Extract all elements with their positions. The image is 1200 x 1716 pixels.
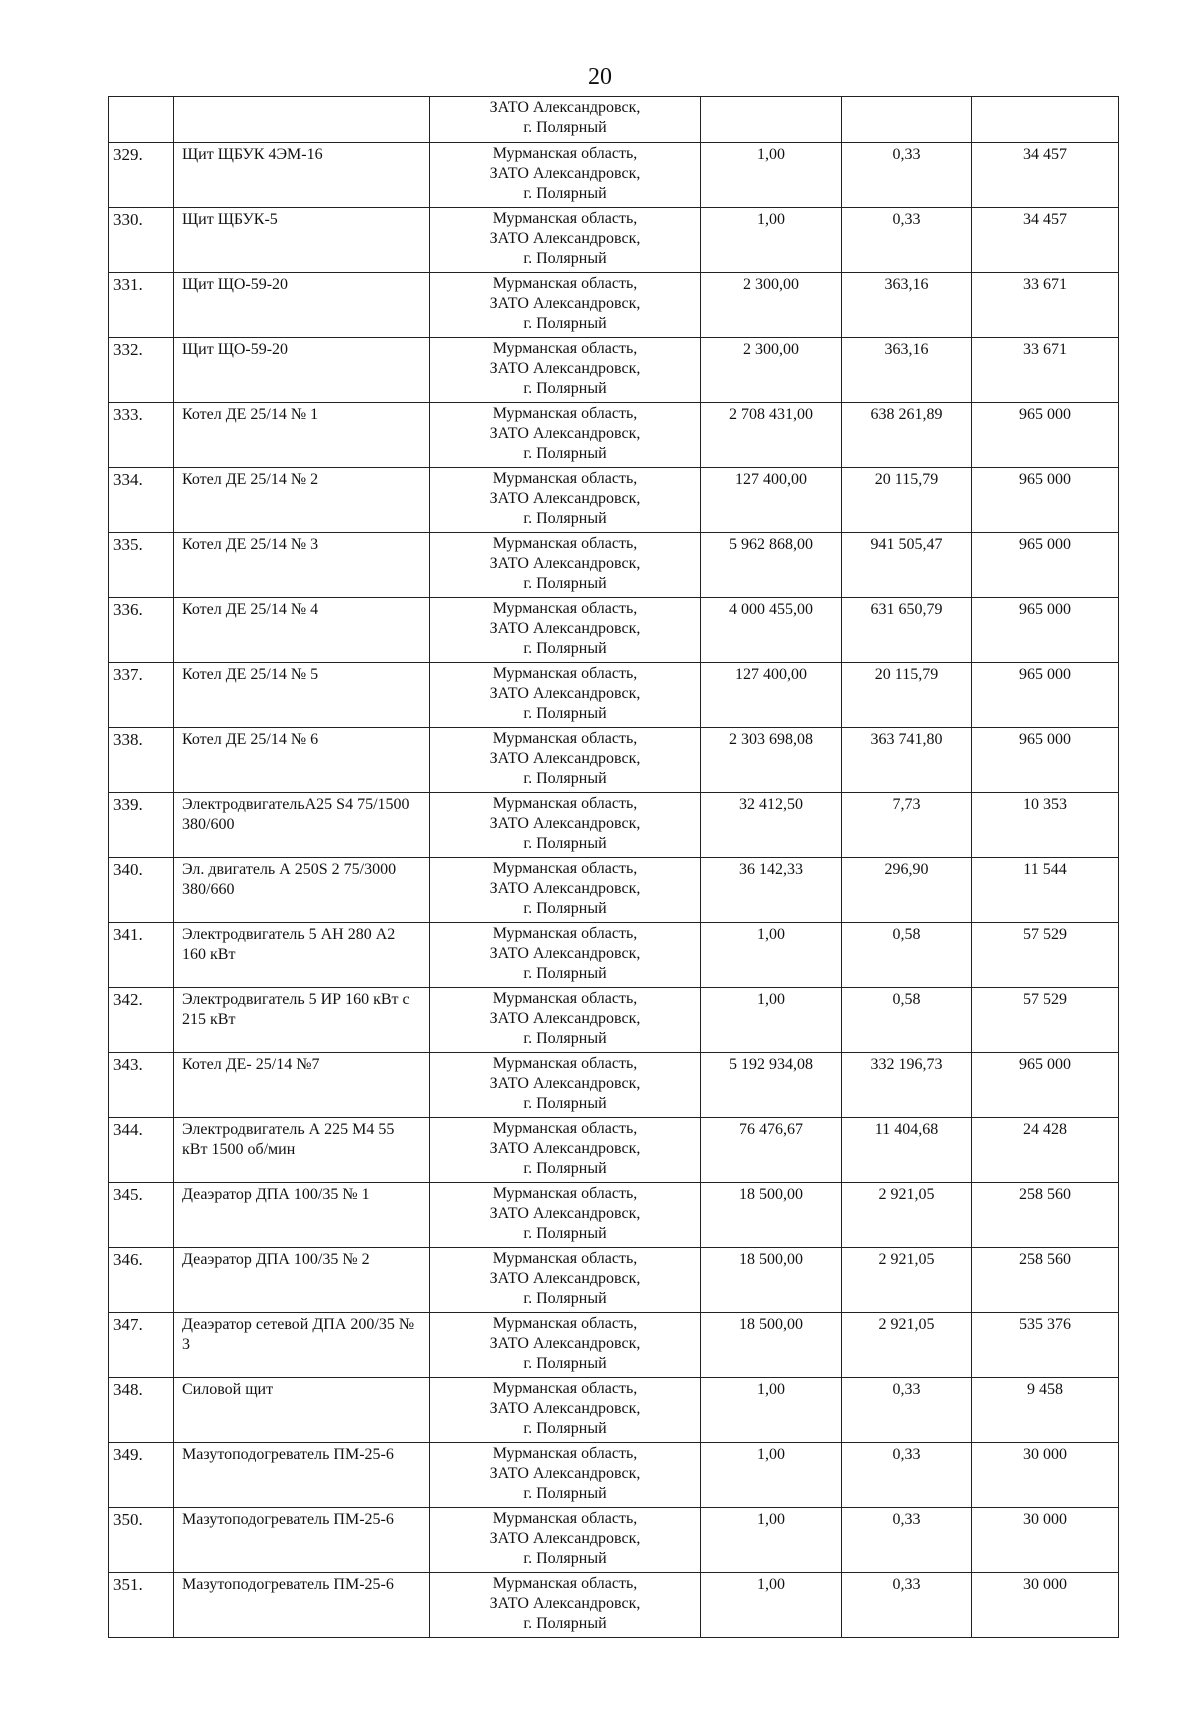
address-line: Мурманская область, — [492, 1185, 638, 1202]
item-name-cell: Деаэратор ДПА 100/35 № 1 — [174, 1183, 430, 1248]
row-number-cell: 332. — [109, 338, 174, 403]
balance-value-cell: 2 300,00 — [701, 338, 842, 403]
address-cell — [430, 728, 701, 793]
address-line: г. Полярный — [523, 380, 607, 397]
residual-value-cell: 0,33 — [842, 1378, 972, 1443]
item-name-cell: Мазутоподогреватель ПМ-25-6 — [174, 1508, 430, 1573]
row-number-cell: 345. — [109, 1183, 174, 1248]
address-cell — [430, 1313, 701, 1378]
row-number-cell: 344. — [109, 1118, 174, 1183]
residual-value-cell: 0,33 — [842, 1573, 972, 1638]
item-name-cell: Щит ЩБУК 4ЭМ-16 — [174, 143, 430, 208]
item-name-cell: Деаэратор сетевой ДПА 200/35 № 3 — [174, 1313, 430, 1378]
market-value-cell: 33 671 — [972, 273, 1119, 338]
address-line: г. Полярный — [523, 119, 607, 136]
residual-value-cell: 941 505,47 — [842, 533, 972, 598]
address-cell — [430, 663, 701, 728]
table-row — [109, 1573, 1119, 1638]
balance-value-cell: 1,00 — [701, 1378, 842, 1443]
address-line: ЗАТО Александровск, — [489, 750, 641, 767]
address-line: г. Полярный — [523, 1485, 607, 1502]
market-value-cell: 24 428 — [972, 1118, 1119, 1183]
balance-value-cell: 18 500,00 — [701, 1248, 842, 1313]
residual-value-cell: 0,33 — [842, 208, 972, 273]
table-row-continuation — [109, 97, 1119, 143]
residual-value-cell: 363,16 — [842, 338, 972, 403]
residual-value-cell: 0,58 — [842, 923, 972, 988]
address-line: Мурманская область, — [492, 145, 638, 162]
market-value-cell: 965 000 — [972, 468, 1119, 533]
market-value-cell: 965 000 — [972, 663, 1119, 728]
table-row — [109, 143, 1119, 208]
row-number-cell: 350. — [109, 1508, 174, 1573]
row-number-cell: 334. — [109, 468, 174, 533]
address-line: г. Полярный — [523, 900, 607, 917]
address-line: г. Полярный — [523, 705, 607, 722]
address-line: Мурманская область, — [492, 275, 638, 292]
item-name-cell: Котел ДЕ 25/14 № 3 — [174, 533, 430, 598]
address-line: ЗАТО Александровск, — [489, 1400, 641, 1417]
address-cell — [430, 1118, 701, 1183]
address-line: г. Полярный — [523, 835, 607, 852]
item-name-cell: ЭлектродвигательА25 S4 75/1500 380/600 — [174, 793, 430, 858]
address-line: г. Полярный — [523, 1420, 607, 1437]
row-number-cell: 348. — [109, 1378, 174, 1443]
item-name-cell: Эл. двигатель А 250S 2 75/3000 380/660 — [174, 858, 430, 923]
balance-value-cell: 1,00 — [701, 988, 842, 1053]
address-line: г. Полярный — [523, 1225, 607, 1242]
market-value-cell: 30 000 — [972, 1443, 1119, 1508]
balance-value-cell: 36 142,33 — [701, 858, 842, 923]
address-line: г. Полярный — [523, 1030, 607, 1047]
address-line: Мурманская область, — [492, 340, 638, 357]
address-line: г. Полярный — [523, 510, 607, 527]
market-value-cell: 965 000 — [972, 1053, 1119, 1118]
address-line: ЗАТО Александровск, — [489, 815, 641, 832]
balance-value-cell: 127 400,00 — [701, 663, 842, 728]
table-row — [109, 1313, 1119, 1378]
row-number-cell: 330. — [109, 208, 174, 273]
address-line: ЗАТО Александровск, — [489, 1465, 641, 1482]
market-value-cell: 34 457 — [972, 208, 1119, 273]
item-name-cell: Котел ДЕ 25/14 № 1 — [174, 403, 430, 468]
table-row — [109, 338, 1119, 403]
row-number-cell: 339. — [109, 793, 174, 858]
residual-value-cell: 363,16 — [842, 273, 972, 338]
table-row — [109, 858, 1119, 923]
market-value-cell: 965 000 — [972, 533, 1119, 598]
table-row — [109, 1053, 1119, 1118]
market-value-cell: 57 529 — [972, 923, 1119, 988]
address-line: г. Полярный — [523, 640, 607, 657]
address-line: Мурманская область, — [492, 210, 638, 227]
balance-value-cell: 1,00 — [701, 1443, 842, 1508]
row-number-cell: 329. — [109, 143, 174, 208]
balance-value-cell: 5 192 934,08 — [701, 1053, 842, 1118]
table-row — [109, 533, 1119, 598]
table-row — [109, 1183, 1119, 1248]
residual-value-cell: 296,90 — [842, 858, 972, 923]
item-name-cell: Котел ДЕ 25/14 № 6 — [174, 728, 430, 793]
address-line: Мурманская область, — [492, 1510, 638, 1527]
item-name-cell: Котел ДЕ 25/14 № 4 — [174, 598, 430, 663]
table-row — [109, 1118, 1119, 1183]
address-line: Мурманская область, — [492, 1445, 638, 1462]
table-row — [109, 793, 1119, 858]
residual-value-cell: 631 650,79 — [842, 598, 972, 663]
address-cell — [430, 1508, 701, 1573]
address-line: Мурманская область, — [492, 1120, 638, 1137]
value-cell — [842, 97, 972, 143]
balance-value-cell: 5 962 868,00 — [701, 533, 842, 598]
address-line: г. Полярный — [523, 1355, 607, 1372]
item-name-cell: Котел ДЕ- 25/14 №7 — [174, 1053, 430, 1118]
address-line: ЗАТО Александровск, — [489, 425, 641, 442]
address-line: г. Полярный — [523, 1290, 607, 1307]
row-number-cell: 351. — [109, 1573, 174, 1638]
market-value-cell: 9 458 — [972, 1378, 1119, 1443]
address-line: ЗАТО Александровск, — [489, 99, 641, 116]
residual-value-cell: 0,33 — [842, 143, 972, 208]
row-number-cell: 336. — [109, 598, 174, 663]
address-line: ЗАТО Александровск, — [489, 1205, 641, 1222]
address-line: г. Полярный — [523, 575, 607, 592]
balance-value-cell: 2 303 698,08 — [701, 728, 842, 793]
address-line: Мурманская область, — [492, 730, 638, 747]
address-cell — [430, 1183, 701, 1248]
balance-value-cell: 2 300,00 — [701, 273, 842, 338]
balance-value-cell: 1,00 — [701, 1508, 842, 1573]
balance-value-cell: 18 500,00 — [701, 1313, 842, 1378]
address-cell — [430, 858, 701, 923]
property-table — [108, 96, 1119, 1638]
table-row — [109, 468, 1119, 533]
address-line: г. Полярный — [523, 1615, 607, 1632]
market-value-cell: 30 000 — [972, 1573, 1119, 1638]
address-cell — [430, 793, 701, 858]
address-cell — [430, 273, 701, 338]
balance-value-cell: 18 500,00 — [701, 1183, 842, 1248]
item-name-cell: Щит ЩО-59-20 — [174, 338, 430, 403]
balance-value-cell: 1,00 — [701, 143, 842, 208]
balance-value-cell: 1,00 — [701, 923, 842, 988]
row-number-cell: 331. — [109, 273, 174, 338]
address-line: ЗАТО Александровск, — [489, 1270, 641, 1287]
table-row — [109, 988, 1119, 1053]
address-cell — [430, 988, 701, 1053]
residual-value-cell: 0,33 — [842, 1508, 972, 1573]
address-line: г. Полярный — [523, 185, 607, 202]
market-value-cell: 535 376 — [972, 1313, 1119, 1378]
market-value-cell: 33 671 — [972, 338, 1119, 403]
address-cell — [430, 338, 701, 403]
address-line: ЗАТО Александровск, — [489, 620, 641, 637]
market-value-cell: 965 000 — [972, 728, 1119, 793]
market-value-cell: 11 544 — [972, 858, 1119, 923]
address-line: Мурманская область, — [492, 600, 638, 617]
row-number-cell: 338. — [109, 728, 174, 793]
balance-value-cell: 76 476,67 — [701, 1118, 842, 1183]
address-line: г. Полярный — [523, 1160, 607, 1177]
value-cell — [972, 97, 1119, 143]
row-number-cell: 343. — [109, 1053, 174, 1118]
address-line: ЗАТО Александровск, — [489, 685, 641, 702]
address-line: Мурманская область, — [492, 1575, 638, 1592]
address-line: г. Полярный — [523, 250, 607, 267]
market-value-cell: 258 560 — [972, 1183, 1119, 1248]
address-line: Мурманская область, — [492, 1380, 638, 1397]
row-number-cell: 333. — [109, 403, 174, 468]
table-row — [109, 663, 1119, 728]
item-name-cell: Силовой щит — [174, 1378, 430, 1443]
address-cell — [430, 1053, 701, 1118]
residual-value-cell: 2 921,05 — [842, 1313, 972, 1378]
table-row — [109, 598, 1119, 663]
item-name-cell: Щит ЩБУК-5 — [174, 208, 430, 273]
address-line: ЗАТО Александровск, — [489, 1010, 641, 1027]
address-line: ЗАТО Александровск, — [489, 1140, 641, 1157]
table-row — [109, 403, 1119, 468]
row-number-cell: 349. — [109, 1443, 174, 1508]
balance-value-cell: 2 708 431,00 — [701, 403, 842, 468]
table-row — [109, 923, 1119, 988]
address-line: Мурманская область, — [492, 990, 638, 1007]
address-line: Мурманская область, — [492, 1250, 638, 1267]
row-number-cell: 342. — [109, 988, 174, 1053]
row-number-cell: 346. — [109, 1248, 174, 1313]
address-cell — [430, 468, 701, 533]
address-cell — [430, 598, 701, 663]
residual-value-cell: 11 404,68 — [842, 1118, 972, 1183]
address-cell — [430, 533, 701, 598]
residual-value-cell: 0,33 — [842, 1443, 972, 1508]
item-name-cell: Котел ДЕ 25/14 № 5 — [174, 663, 430, 728]
address-cell — [430, 97, 701, 143]
address-line: Мурманская область, — [492, 860, 638, 877]
address-line: ЗАТО Александровск, — [489, 360, 641, 377]
table-row — [109, 273, 1119, 338]
address-cell — [430, 208, 701, 273]
address-line: г. Полярный — [523, 770, 607, 787]
residual-value-cell: 0,58 — [842, 988, 972, 1053]
address-line: Мурманская область, — [492, 535, 638, 552]
address-line: г. Полярный — [523, 445, 607, 462]
page-number: 20 — [588, 64, 612, 90]
residual-value-cell: 638 261,89 — [842, 403, 972, 468]
address-line: Мурманская область, — [492, 1055, 638, 1072]
address-cell — [430, 403, 701, 468]
row-number-cell: 335. — [109, 533, 174, 598]
item-name-cell: Электродвигатель 5 ИР 160 кВт с 215 кВт — [174, 988, 430, 1053]
row-number-cell: 341. — [109, 923, 174, 988]
table-row — [109, 728, 1119, 793]
value-cell — [701, 97, 842, 143]
table-row — [109, 1508, 1119, 1573]
address-line: ЗАТО Александровск, — [489, 1595, 641, 1612]
item-name-cell: Электродвигатель 5 АН 280 А2 160 кВт — [174, 923, 430, 988]
market-value-cell: 10 353 — [972, 793, 1119, 858]
residual-value-cell: 7,73 — [842, 793, 972, 858]
address-line: г. Полярный — [523, 965, 607, 982]
row-number-cell: 340. — [109, 858, 174, 923]
row-number-cell: 337. — [109, 663, 174, 728]
table-row — [109, 1378, 1119, 1443]
address-line: ЗАТО Александровск, — [489, 880, 641, 897]
item-name-cell: Деаэратор ДПА 100/35 № 2 — [174, 1248, 430, 1313]
address-cell — [430, 923, 701, 988]
residual-value-cell: 332 196,73 — [842, 1053, 972, 1118]
residual-value-cell: 2 921,05 — [842, 1183, 972, 1248]
address-cell — [430, 1573, 701, 1638]
address-line: ЗАТО Александровск, — [489, 945, 641, 962]
balance-value-cell: 1,00 — [701, 1573, 842, 1638]
balance-value-cell: 32 412,50 — [701, 793, 842, 858]
row-number-cell: 347. — [109, 1313, 174, 1378]
row-number-cell — [109, 97, 174, 143]
residual-value-cell: 20 115,79 — [842, 468, 972, 533]
market-value-cell: 34 457 — [972, 143, 1119, 208]
address-line: г. Полярный — [523, 315, 607, 332]
address-cell — [430, 1248, 701, 1313]
address-line: ЗАТО Александровск, — [489, 230, 641, 247]
address-line: Мурманская область, — [492, 1315, 638, 1332]
table-row — [109, 1248, 1119, 1313]
residual-value-cell: 2 921,05 — [842, 1248, 972, 1313]
address-cell — [430, 143, 701, 208]
address-line: Мурманская область, — [492, 665, 638, 682]
item-name-cell: Мазутоподогреватель ПМ-25-6 — [174, 1573, 430, 1638]
table-row — [109, 1443, 1119, 1508]
balance-value-cell: 127 400,00 — [701, 468, 842, 533]
address-line: Мурманская область, — [492, 925, 638, 942]
address-line: ЗАТО Александровск, — [489, 295, 641, 312]
address-line: ЗАТО Александровск, — [489, 1335, 641, 1352]
residual-value-cell: 363 741,80 — [842, 728, 972, 793]
address-line: г. Полярный — [523, 1095, 607, 1112]
item-name-cell: Котел ДЕ 25/14 № 2 — [174, 468, 430, 533]
item-name-cell — [174, 97, 430, 143]
balance-value-cell: 1,00 — [701, 208, 842, 273]
address-cell — [430, 1443, 701, 1508]
item-name-cell: Мазутоподогреватель ПМ-25-6 — [174, 1443, 430, 1508]
market-value-cell: 965 000 — [972, 598, 1119, 663]
address-line: ЗАТО Александровск, — [489, 555, 641, 572]
market-value-cell: 30 000 — [972, 1508, 1119, 1573]
item-name-cell: Щит ЩО-59-20 — [174, 273, 430, 338]
address-line: ЗАТО Александровск, — [489, 490, 641, 507]
address-line: ЗАТО Александровск, — [489, 1530, 641, 1547]
address-line: Мурманская область, — [492, 470, 638, 487]
table-row — [109, 208, 1119, 273]
market-value-cell: 258 560 — [972, 1248, 1119, 1313]
market-value-cell: 57 529 — [972, 988, 1119, 1053]
address-line: Мурманская область, — [492, 405, 638, 422]
market-value-cell: 965 000 — [972, 403, 1119, 468]
address-line: Мурманская область, — [492, 795, 638, 812]
address-line: ЗАТО Александровск, — [489, 1075, 641, 1092]
item-name-cell: Электродвигатель А 225 М4 55 кВт 1500 об/мин — [174, 1118, 430, 1183]
residual-value-cell: 20 115,79 — [842, 663, 972, 728]
address-line: г. Полярный — [523, 1550, 607, 1567]
balance-value-cell: 4 000 455,00 — [701, 598, 842, 663]
address-cell — [430, 1378, 701, 1443]
address-line: ЗАТО Александровск, — [489, 165, 641, 182]
